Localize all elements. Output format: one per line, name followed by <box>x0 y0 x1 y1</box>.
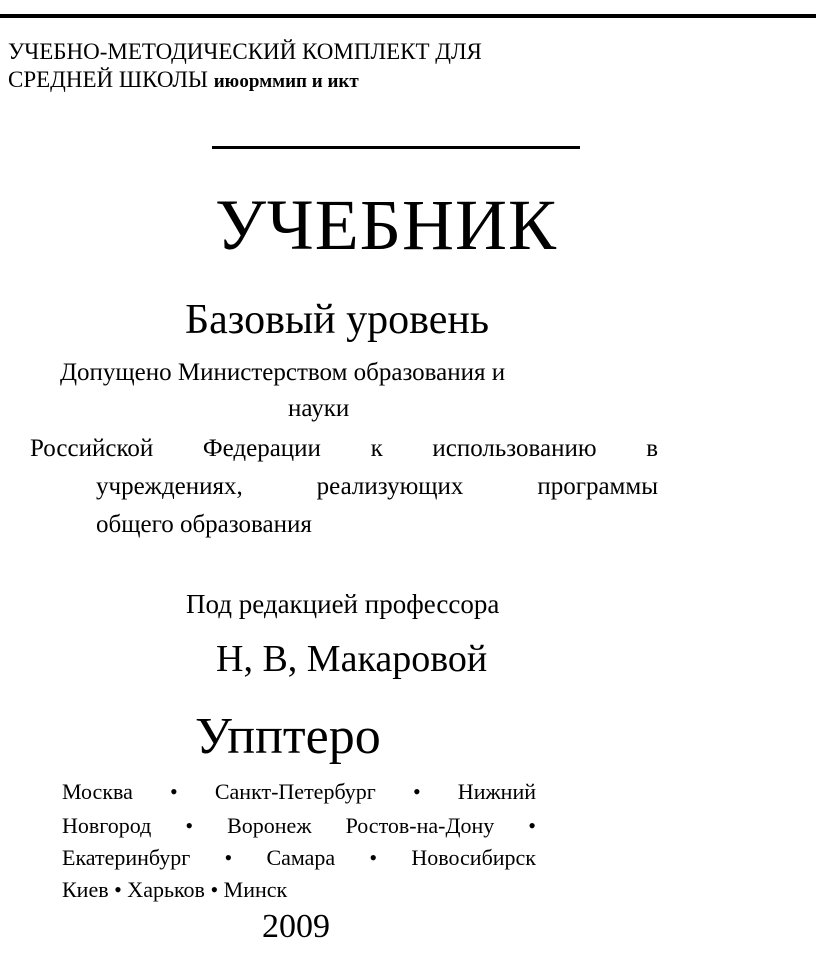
series-heading <box>8 38 482 96</box>
approval-line-2: науки <box>288 395 350 422</box>
publication-year: 2009 <box>262 908 330 945</box>
book-level: Базовый уровень <box>185 297 489 343</box>
series-line-2-main: СРЕДНЕЙ ШКОЛЫ <box>8 67 208 92</box>
series-line-1: УЧЕБНО-МЕТОДИЧЕСКИЙ КОМПЛЕКТ ДЛЯ <box>8 39 482 64</box>
top-rule <box>0 14 816 18</box>
series-line-2-small: июорммип и икт <box>213 71 359 92</box>
title-separator-rule <box>212 146 580 149</box>
cities-line-2: Новгород • Воронеж Ростов-на-Дону • <box>62 813 536 838</box>
approval-line-1: Допущено Министерством образования и <box>60 359 506 386</box>
cities-line-1: Москва • Санкт-Петербург • Нижний <box>62 779 536 804</box>
editor-name: Н, В, Макаровой <box>216 638 488 680</box>
approval-line-3: Российской Федерации к использованию в <box>30 435 658 462</box>
book-title: УЧЕБНИК <box>214 185 558 265</box>
approval-line-5: общего образования <box>96 511 312 538</box>
approval-line-4: учреждениях, реализующих программы <box>96 473 658 500</box>
cities-line-4: Киев • Харьков • Минск <box>62 877 288 902</box>
editor-label: Под редакцией профессора <box>186 589 500 619</box>
publisher-name: Упптеро <box>195 708 381 765</box>
series-line-2 <box>8 66 482 96</box>
cities-line-3: Екатеринбург • Самара • Новосибирск <box>62 845 536 870</box>
